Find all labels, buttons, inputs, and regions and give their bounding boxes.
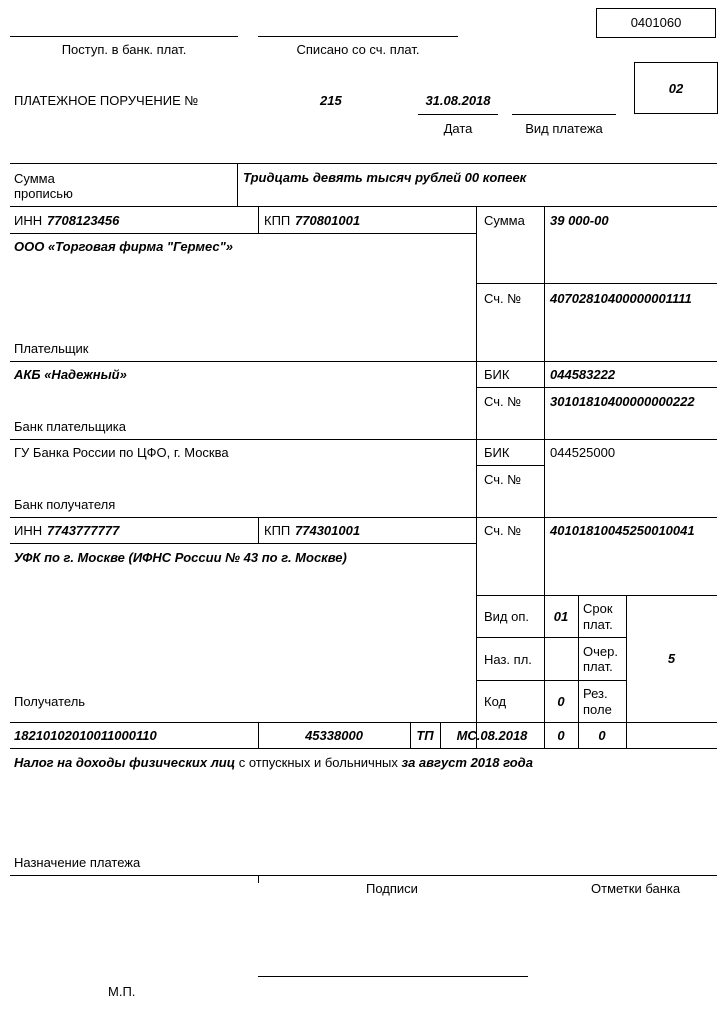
purpose-text (14, 755, 533, 770)
purpose-type-label: Наз. пл. (484, 652, 532, 667)
rule-main-right (476, 206, 477, 748)
rule-payer-kpp-split (258, 206, 259, 233)
payer-amount: 39 000-00 (550, 213, 609, 228)
payer-label: Плательщик (14, 341, 89, 356)
order-number: 215 (320, 93, 342, 108)
payer-bank-bik: 044583222 (550, 367, 616, 382)
stamp-label: М.П. (108, 984, 136, 999)
payee-kpp-label: КПП (264, 523, 291, 538)
debited-line (258, 36, 458, 37)
payer-account-label: Сч. № (484, 291, 522, 306)
rule-purpose-bottom (10, 875, 717, 876)
tax-basis: ТП (416, 728, 434, 743)
date-label: Дата (443, 121, 473, 136)
payer-inn-label: ИНН (14, 213, 43, 228)
bank-marks-label: Отметки банка (591, 881, 681, 896)
payee-inn-label: ИНН (14, 523, 43, 538)
rule-payer-amount-bottom (476, 283, 717, 284)
code-label: Код (484, 694, 507, 709)
tax-oktmo: 45338000 (305, 728, 363, 743)
date-line (418, 114, 498, 115)
priority: 5 (667, 651, 676, 666)
tax-doc-number: 0 (557, 728, 565, 743)
payee-account: 40101810045250010041 (550, 523, 695, 538)
signature-line (258, 976, 528, 977)
tax-period: МС.08.2018 (456, 728, 528, 743)
rule-payer-inn-bottom (10, 233, 476, 234)
payer-name: ООО «Торговая фирма "Гермес"» (14, 239, 234, 254)
amount-words: Тридцать девять тысяч рублей 00 копеек (243, 170, 527, 185)
payee-name: УФК по г. Москве (ИФНС России № 43 по г. Москве) (14, 550, 347, 565)
amount-words-label-2: прописью (14, 186, 73, 201)
payee-inn: 7743777777 (47, 523, 120, 538)
rule-payer-top (10, 206, 717, 207)
rule-tax-top (10, 722, 717, 723)
payer-account: 40702810400000001111 (550, 291, 692, 306)
payer-kpp: 770801001 (295, 213, 361, 228)
reserve-label-2: поле (583, 702, 612, 717)
rule-payer-bank-top (10, 361, 717, 362)
rule-payee-top (10, 517, 717, 518)
order-date: 31.08.2018 (425, 93, 491, 108)
purpose-part-2: с отпускных и больничных (235, 755, 402, 770)
rule-payee-inn-bottom (10, 543, 476, 544)
rule-payee-bank-top (10, 439, 717, 440)
payment-type-label: Вид платежа (525, 121, 603, 136)
rule-op-row-bottom (476, 637, 626, 638)
op-type-label: Вид оп. (484, 609, 530, 624)
order-title: ПЛАТЕЖНОЕ ПОРУЧЕНИЕ № (14, 93, 199, 108)
reserve-label-1: Рез. (583, 686, 608, 701)
rule-amount-words-split (237, 163, 238, 206)
op-type: 01 (553, 609, 569, 624)
debited-label: Списано со сч. плат. (296, 42, 420, 57)
payer-bank-label: Банк плательщика (14, 419, 126, 434)
rule-payee-bank-bik-bottom (476, 465, 544, 466)
purpose-label: Назначение платежа (14, 855, 141, 870)
rule-payee-account-bottom (476, 595, 717, 596)
tax-kbk: 18210102010011000110 (14, 728, 157, 743)
due-label-1: Срок (583, 601, 613, 616)
payer-inn: 7708123456 (47, 213, 120, 228)
payer-bank-name: АКБ «Надежный» (14, 367, 127, 382)
purpose-part-3: за август 2018 года (401, 755, 533, 770)
payee-bank-name: ГУ Банка России по ЦФО, г. Москва (14, 445, 229, 460)
amount-words-label-1: Сумма (14, 171, 55, 186)
rule-payee-kpp-split (258, 517, 259, 543)
received-line (10, 36, 238, 37)
payer-bank-account: 30101810400000000222 (550, 394, 695, 409)
purpose-part-1: Налог на доходы физических лиц (14, 755, 236, 770)
payee-kpp: 774301001 (295, 523, 361, 538)
rule-tax-bottom (10, 748, 717, 749)
payee-bank-label: Банк получателя (14, 497, 116, 512)
payer-bank-account-label: Сч. № (484, 394, 522, 409)
payee-bank-bik-label: БИК (484, 445, 510, 460)
tax-doc-date: 0 (598, 728, 606, 743)
rule-amount-top (10, 163, 717, 164)
received-label: Поступ. в банк. плат. (61, 42, 187, 57)
priority-label-2: плат. (583, 659, 613, 674)
status-code: 02 (668, 81, 684, 96)
payee-label: Получатель (14, 694, 86, 709)
form-code: 0401060 (630, 15, 682, 30)
signatures-label: Подписи (366, 881, 418, 896)
payer-bank-bik-label: БИК (484, 367, 510, 382)
rule-purpose-row-bottom (476, 680, 626, 681)
rule-due-split (578, 595, 579, 748)
payee-bank-bik: 044525000 (550, 445, 616, 460)
code: 0 (557, 694, 565, 709)
payer-amount-label: Сумма (484, 213, 525, 228)
due-label-2: плат. (583, 617, 613, 632)
payee-bank-account-label: Сч. № (484, 472, 522, 487)
rule-value-split (544, 206, 545, 748)
payee-account-label: Сч. № (484, 523, 522, 538)
rule-priority-split (626, 595, 627, 748)
payer-kpp-label: КПП (264, 213, 291, 228)
rule-signatures-split (258, 875, 259, 883)
payment-type-line (512, 114, 616, 115)
priority-label-1: Очер. (583, 644, 618, 659)
rule-payer-bank-bik-bottom (476, 387, 717, 388)
